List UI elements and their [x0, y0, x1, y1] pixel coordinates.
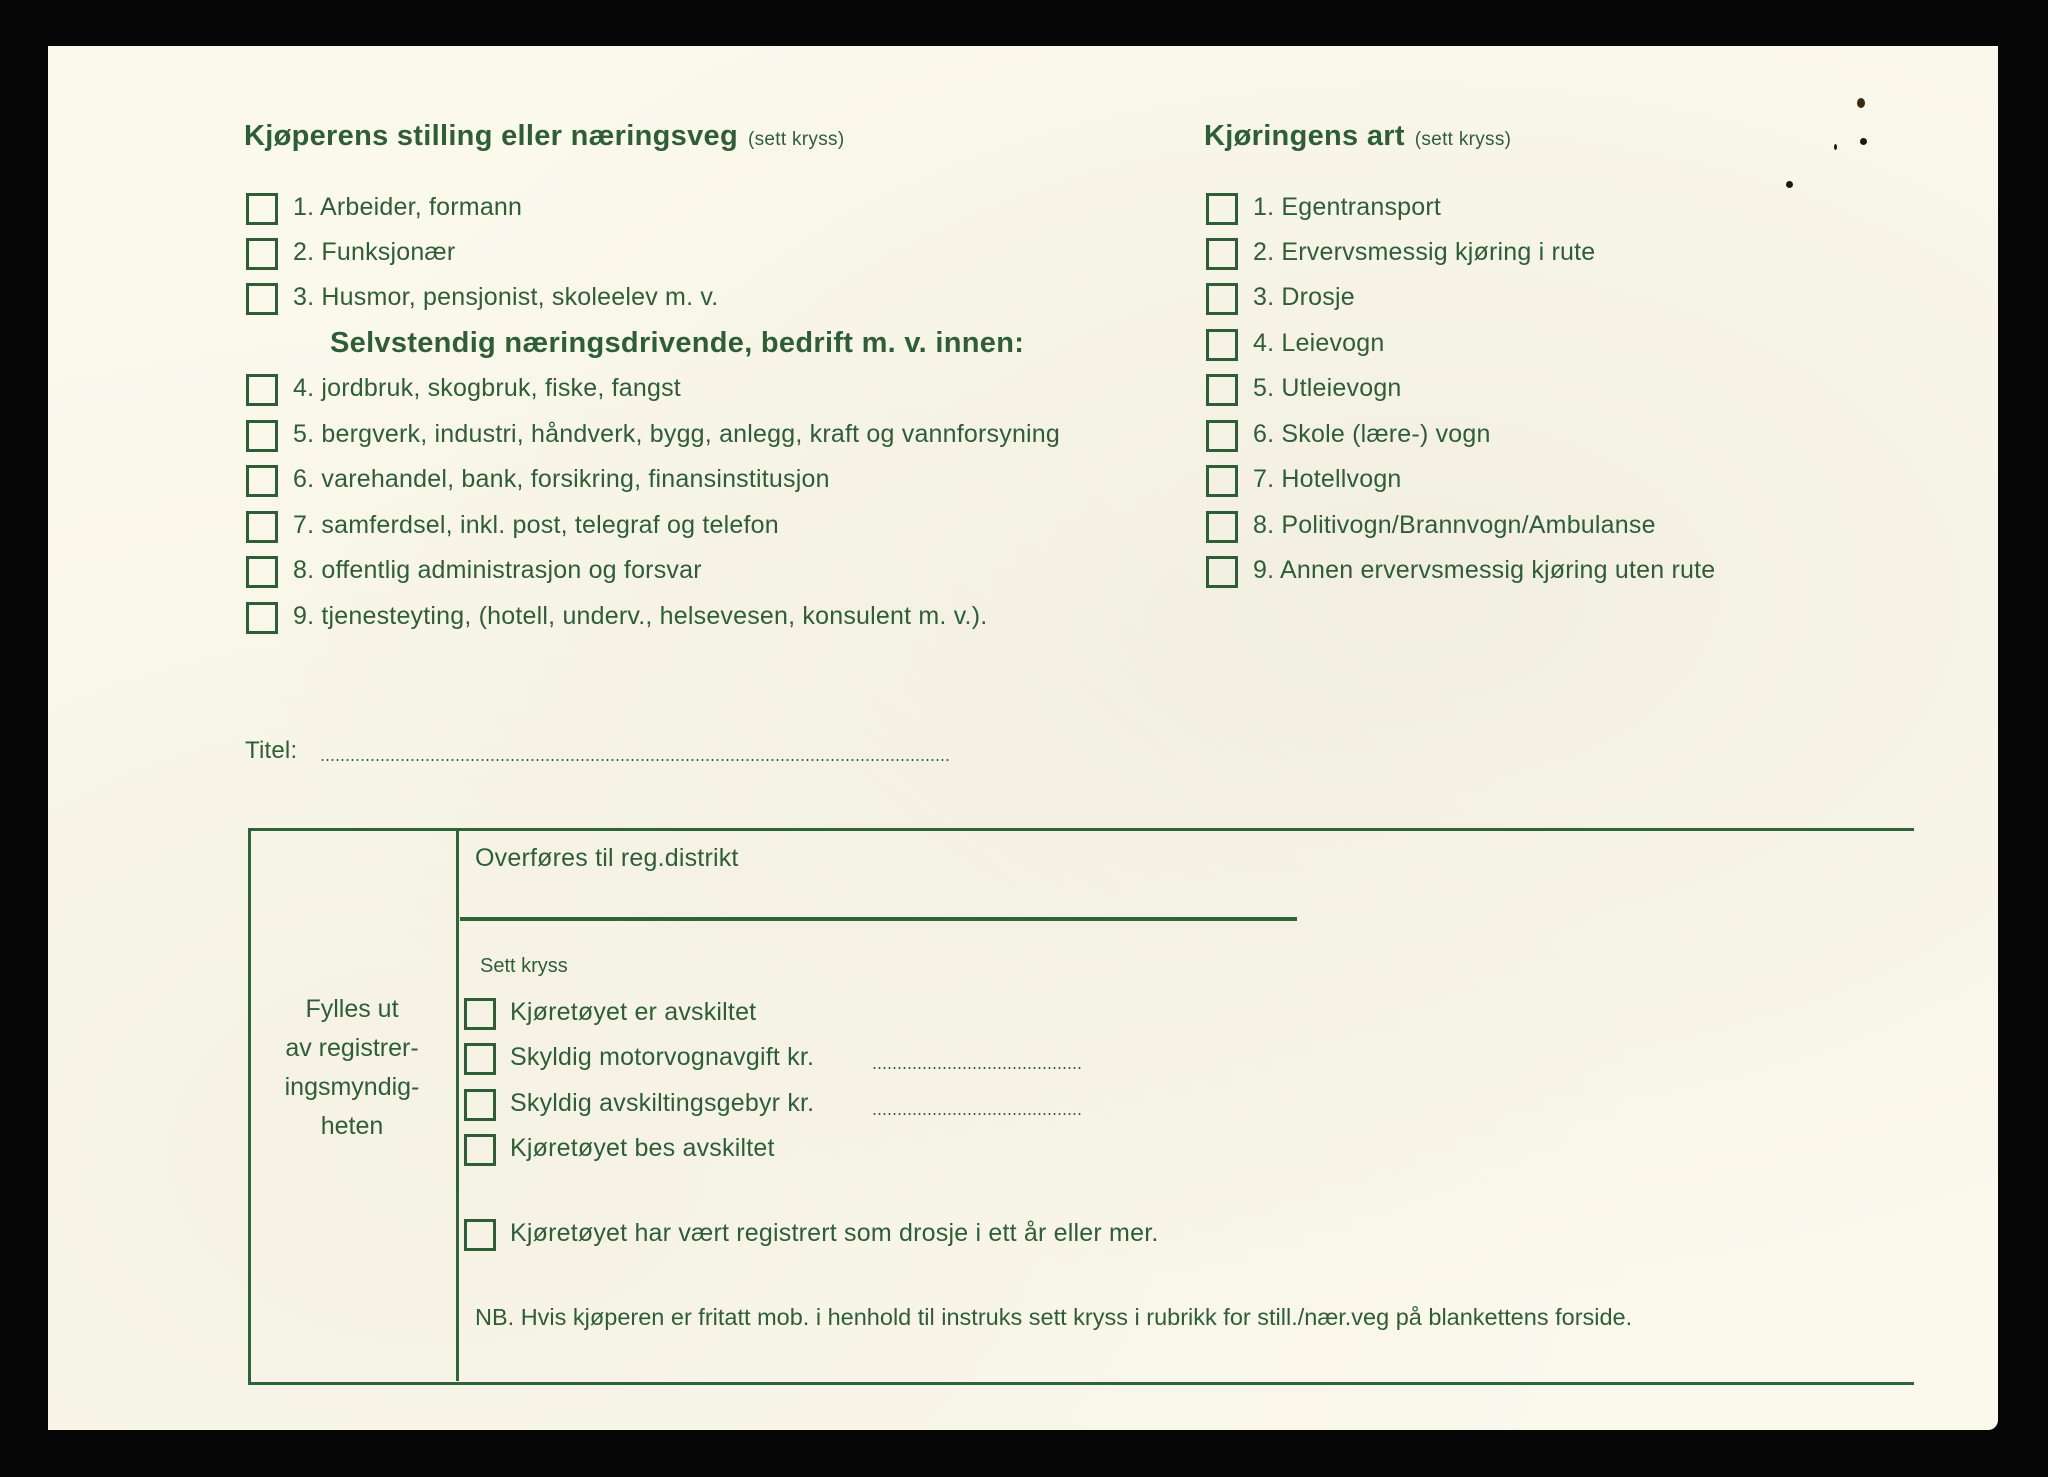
registry-side-label-line: heten — [320, 1112, 384, 1140]
exemption-note: NB. Hvis kjøperen er fritatt mob. i henhold til instruks sett kryss i rubrikk for still./nær.veg på blankettens forside. — [475, 1304, 1633, 1330]
checkbox-driving-5[interactable] — [1206, 374, 1238, 406]
checkbox-vehicle-tax[interactable] — [464, 1043, 496, 1075]
request-deregistration-label: Kjøretøyet bes avskiltet — [510, 1134, 775, 1162]
buyer-occupation-title: Kjøperens stilling eller næringsveg — [244, 120, 738, 152]
occupation-item-9: 9. tjenesteyting, (hotell, underv., helsevesen, konsulent m. v.). — [293, 602, 988, 630]
checkbox-occupation-1[interactable] — [246, 193, 278, 225]
checkbox-occupation-7[interactable] — [246, 511, 278, 543]
driving-item-3: 3. Drosje — [1253, 283, 1355, 311]
driving-item-6: 6. Skole (lære-) vogn — [1253, 420, 1491, 448]
driving-item-2: 2. Ervervsmessig kjøring i rute — [1253, 238, 1596, 266]
occupation-item-5: 5. bergverk, industri, håndverk, bygg, anlegg, kraft og vannforsyning — [293, 420, 1061, 448]
registry-side-label-line: av registrer- — [285, 1034, 419, 1062]
registry-box-divider — [456, 831, 459, 1381]
registry-box-bottom-border — [248, 1382, 1914, 1385]
driving-item-4: 4. Leievogn — [1253, 329, 1385, 357]
speck-mark — [1786, 181, 1793, 188]
title-label: Titel: — [245, 737, 298, 764]
checkbox-driving-2[interactable] — [1206, 238, 1238, 270]
occupation-item-8: 8. offentlig administrasjon og forsvar — [293, 556, 702, 584]
checkbox-occupation-6[interactable] — [246, 465, 278, 497]
driving-item-8: 8. Politivogn/Brannvogn/Ambulanse — [1253, 511, 1656, 539]
checkbox-occupation-5[interactable] — [246, 420, 278, 452]
registry-side-label-line: ingsmyndig- — [284, 1073, 420, 1101]
occupation-item-2: 2. Funksjonær — [293, 238, 456, 266]
registry-side-label — [262, 990, 442, 1146]
registry-check-hint: Sett kryss — [480, 955, 568, 977]
occupation-item-4: 4. jordbruk, skogbruk, fiske, fangst — [293, 374, 681, 402]
deregistration-fee-label: Skyldig avskiltingsgebyr kr. — [510, 1089, 815, 1117]
registry-side-label-line: Fylles ut — [305, 995, 399, 1023]
title-field-dotted-line[interactable] — [320, 759, 950, 761]
registry-box-left-border — [248, 828, 251, 1385]
driving-type-heading — [1204, 122, 1511, 151]
transfer-district-underline — [460, 917, 1297, 921]
checkbox-occupation-3[interactable] — [246, 283, 278, 315]
checkbox-driving-8[interactable] — [1206, 511, 1238, 543]
checkbox-driving-7[interactable] — [1206, 465, 1238, 497]
checkbox-driving-9[interactable] — [1206, 556, 1238, 588]
checkbox-occupation-9[interactable] — [246, 602, 278, 634]
driving-type-title: Kjøringens art — [1204, 120, 1405, 152]
checkbox-deregistered[interactable] — [464, 998, 496, 1030]
taxi-one-year-label: Kjøretøyet har vært registrert som drosje i ett år eller mer. — [510, 1219, 1159, 1247]
driving-item-5: 5. Utleievogn — [1253, 374, 1402, 402]
checkbox-request-deregistration[interactable] — [464, 1134, 496, 1166]
occupation-item-3: 3. Husmor, pensjonist, skoleelev m. v. — [293, 283, 719, 311]
form-sheet — [48, 46, 1998, 1430]
vehicle-tax-amount-line[interactable] — [872, 1067, 1082, 1069]
speck-mark — [1857, 98, 1865, 108]
driving-type-hint: (sett kryss) — [1414, 129, 1512, 150]
checkbox-driving-6[interactable] — [1206, 420, 1238, 452]
checkbox-deregistration-fee[interactable] — [464, 1089, 496, 1121]
checkbox-occupation-2[interactable] — [246, 238, 278, 270]
checkbox-taxi-one-year[interactable] — [464, 1219, 496, 1251]
checkbox-driving-1[interactable] — [1206, 193, 1238, 225]
checkbox-occupation-4[interactable] — [246, 374, 278, 406]
buyer-occupation-hint: (sett kryss) — [747, 129, 845, 150]
checkbox-occupation-8[interactable] — [246, 556, 278, 588]
deregistration-fee-amount-line[interactable] — [872, 1113, 1082, 1115]
occupation-item-1: 1. Arbeider, formann — [293, 193, 523, 221]
checkbox-driving-4[interactable] — [1206, 329, 1238, 361]
transfer-district-label: Overføres til reg.distrikt — [475, 844, 739, 872]
occupation-item-6: 6. varehandel, bank, forsikring, finansinstitusjon — [293, 465, 830, 493]
driving-item-7: 7. Hotellvogn — [1253, 465, 1402, 493]
checkbox-driving-3[interactable] — [1206, 283, 1238, 315]
driving-item-1: 1. Egentransport — [1253, 193, 1442, 221]
self-employed-subheading: Selvstendig næringsdrivende, bedrift m. v. innen: — [330, 327, 1025, 359]
deregistered-label: Kjøretøyet er avskiltet — [510, 998, 757, 1026]
buyer-occupation-heading — [244, 122, 844, 151]
speck-mark — [1860, 138, 1867, 145]
registry-box-top-border — [248, 828, 1914, 831]
speck-mark — [1834, 144, 1837, 150]
transfer-district-value[interactable] — [475, 886, 875, 916]
vehicle-tax-label: Skyldig motorvognavgift kr. — [510, 1043, 815, 1071]
occupation-item-7: 7. samferdsel, inkl. post, telegraf og telefon — [293, 511, 779, 539]
driving-item-9: 9. Annen ervervsmessig kjøring uten rute — [1253, 556, 1716, 584]
